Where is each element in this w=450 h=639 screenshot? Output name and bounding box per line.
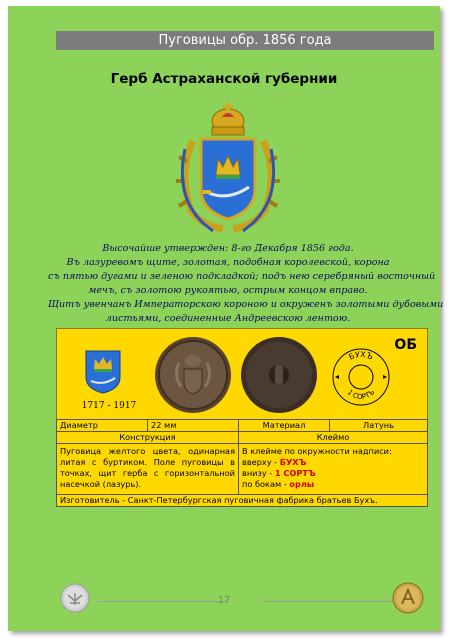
description-line: съ пятью дугами и зеленою подкладкой; подъ нею серебряный восточный: [48, 271, 436, 282]
material-label: Материал: [239, 420, 330, 432]
type-code-label: ОБ: [394, 337, 417, 353]
svg-text:1 СОРТЪ: [346, 388, 377, 401]
description-line: Высочайше утвержден: 8-го Декабря 1856 года.: [102, 243, 354, 254]
mark-top-label: вверху -: [242, 457, 280, 467]
stamp-top-text: БУХЪ: [347, 349, 375, 362]
description-line: Въ лазуревомъ щите, золотая, подобная королевской, корона: [66, 257, 390, 268]
mark-bottom-line: [242, 468, 424, 479]
material-value: Латунь: [330, 420, 428, 432]
mark-details: [239, 444, 428, 495]
button-images-panel: [56, 328, 428, 420]
page-header: Пуговицы обр. 1856 года: [56, 31, 434, 50]
construction-heading: Конструкция: [57, 432, 239, 444]
document-page: [8, 6, 444, 631]
coat-description: [48, 242, 444, 326]
mark-top-line: [242, 457, 424, 468]
monogram-coin-icon: [392, 582, 424, 618]
mark-intro: В клейме по окружности надписи:: [242, 446, 392, 456]
maker-stamp-icon: [331, 347, 391, 411]
description-line: листьями, соединенные Андреевскою лентою.: [105, 313, 351, 324]
mark-side-label: по бокам -: [242, 479, 290, 489]
diameter-label: Диаметр: [57, 420, 148, 432]
footer-divider-right: [263, 601, 393, 602]
button-front-photo: [153, 335, 233, 419]
astrakhan-coat-of-arms-icon: [173, 101, 283, 236]
mark-bottom-label: внизу -: [242, 468, 275, 478]
description-line: мечъ, съ золотою рукоятью, острым концом вправо.: [88, 285, 368, 296]
construction-text: Пуговица желтого цвета, одинарная литая с буртиком. Поле пуговицы в точках, щит герба с горизонтальной насечкой (лазурь).: [57, 444, 239, 495]
svg-text:БУХЪ: [347, 350, 375, 362]
years-label: 1717 - 1917: [81, 401, 137, 411]
description-line: Щитъ увенчанъ Императорскою короною и окруженъ золотыми дубовыми: [48, 299, 444, 310]
mark-bottom-value: 1 СОРТЪ: [274, 468, 316, 478]
specs-table: [56, 419, 428, 507]
mark-heading: Клеймо: [239, 432, 428, 444]
mini-shield-icon: [84, 349, 122, 399]
manufacturer-text: Изготовитель - Санкт-Петербургская пуговичная фабрика братьев Бухъ.: [57, 495, 428, 507]
mark-side-value: орлы: [289, 479, 315, 489]
page-number: 17: [217, 595, 231, 606]
mark-side-line: [242, 479, 424, 490]
mark-top-value: БУХЪ: [279, 457, 307, 467]
stamp-bottom-text: 1 СОРТЪ: [345, 388, 377, 402]
button-back-photo: [239, 335, 319, 419]
diameter-value: 22 мм: [148, 420, 239, 432]
page-subtitle: Герб Астраханской губернии: [110, 71, 338, 87]
